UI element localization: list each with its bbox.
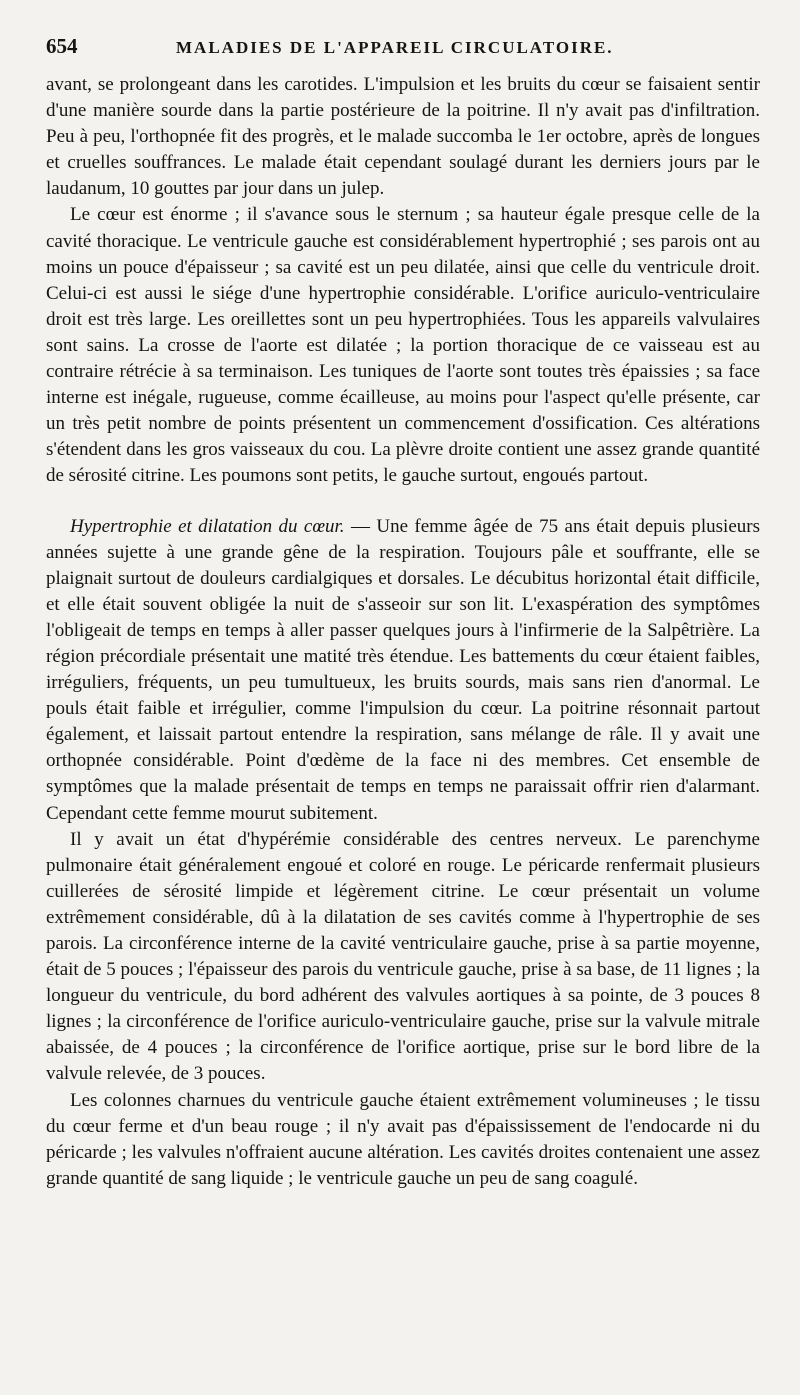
running-title: MALADIES DE L'APPAREIL CIRCULATOIRE. xyxy=(176,38,614,57)
case-description: — Une femme âgée de 75 ans était depuis plusieurs années sujette à une grande gêne de la respiration. Toujours pâle et souffrante, elle se plaignait surtout de douleurs cardialgiques et dorsales. Le décubitus horizontal était difficile, et elle était souvent obligée la nuit de s'asseoir sur son lit. L'exaspération des symptômes l'obligeait de temps en temps à aller passer quelques jours à l'infirmerie de la Salpêtrière. La région précordiale présentait une matité très étendue. Les battements du cœur étaient faibles, irréguliers, fréquents, un peu tumultueux, les bruits sourds, mais sans rien d'anormal. Le pouls était faible et irrégulier, comme l'impulsion du cœur. La poitrine résonnait partout également, et laissait partout entendre la respiration, sans mélange de râle. Il y avait une orthopnée considérable. Point d'œdème de la face ni des membres. Cet ensemble de symptômes que la malade présentait de temps en temps ne paraissait offrir rien d'alarmant. Cependant cette femme mourut subitement. xyxy=(46,515,760,824)
paragraph-autopsy-measurements: Il y avait un état d'hypérémie considérable des centres nerveux. Le parenchyme pulmonaire était généralement engoué et coloré en rouge. Le péricarde renfermait plusieurs cuillerées de sérosité limpide et légèrement citrine. Le cœur présentait un volume extrêmement considérable, dû à la dilatation de ses cavités comme à l'hypertrophie de ses parois. La circonférence interne de la cavité ventriculaire gauche, prise à sa partie moyenne, était de 5 pouces ; l'épaisseur des parois du ventricule gauche, prise à sa base, de 11 lignes ; la longueur du ventricule, du bord adhérent des valvules aortiques à sa pointe, de 3 pouces 8 lignes ; la circonférence de l'orifice auriculo-ventriculaire gauche, prise sur la valvule mitrale abaissée, de 4 pouces ; la circonférence de l'orifice aortique, prise sur le bord libre de la valvule relevée, de 3 pouces. xyxy=(46,828,760,1085)
running-head xyxy=(46,34,760,68)
paragraph-case-end: avant, se prolongeant dans les carotides. L'impulsion et les bruits du cœur se faisaient sentir d'une manière sourde dans la partie postérieure de la poitrine. Il n'y avait pas d'infiltration. Peu à peu, l'orthopnée fit des progrès, et le malade succomba le 1er octobre, après de longues et cruelles souffrances. Le malade était cependant soulagé durant les derniers jours par le laudanum, 10 gouttes par jour dans un julep. xyxy=(46,74,760,200)
paragraph-heart-tissue: Les colonnes charnues du ventricule gauche étaient extrêmement volumineuses ; le tissu du cœur ferme et d'un beau rouge ; il n'y avait pas d'épaississement de l'endocarde ni du péricarde ; les valvules n'offraient aucune altération. Les cavités droites contenaient une assez grande quantité de sang liquide ; le ventricule gauche un peu de sang coagulé. xyxy=(46,1089,760,1189)
case-title: Hypertrophie et dilatation du cœur. xyxy=(70,515,345,537)
page-number: 654 xyxy=(46,34,78,58)
paragraph-case-hypertrophy xyxy=(46,514,760,827)
paragraph-autopsy-findings: Le cœur est énorme ; il s'avance sous le sternum ; sa hauteur égale presque celle de la cavité thoracique. Le ventricule gauche est considérablement hypertrophié ; ses parois ont au moins un pouce d'épaisseur ; sa cavité est un peu dilatée, ainsi que celle du ventricule droit. Celui-ci est aussi le siége d'une hypertrophie considérable. L'orifice auriculo-ventriculaire droit est très large. Les oreillettes sont un peu hypertrophiées. Tous les appareils valvulaires sont sains. La crosse de l'aorte est dilatée ; la portion thoracique de ce vaisseau est au contraire rétrécie à sa terminaison. Les tuniques de l'aorte sont toutes très épaissies ; sa face interne est inégale, rugueuse, comme écailleuse, au moins pour l'aspect qu'elle présente, car un très petit nombre de points présentent un commencement d'ossification. Ces altérations s'étendent dans les gros vaisseaux du cou. La plèvre droite contient une assez grande quantité de sérosité citrine. Les poumons sont petits, le gauche surtout, engoués partout. xyxy=(46,204,760,487)
page-body xyxy=(46,72,760,1192)
